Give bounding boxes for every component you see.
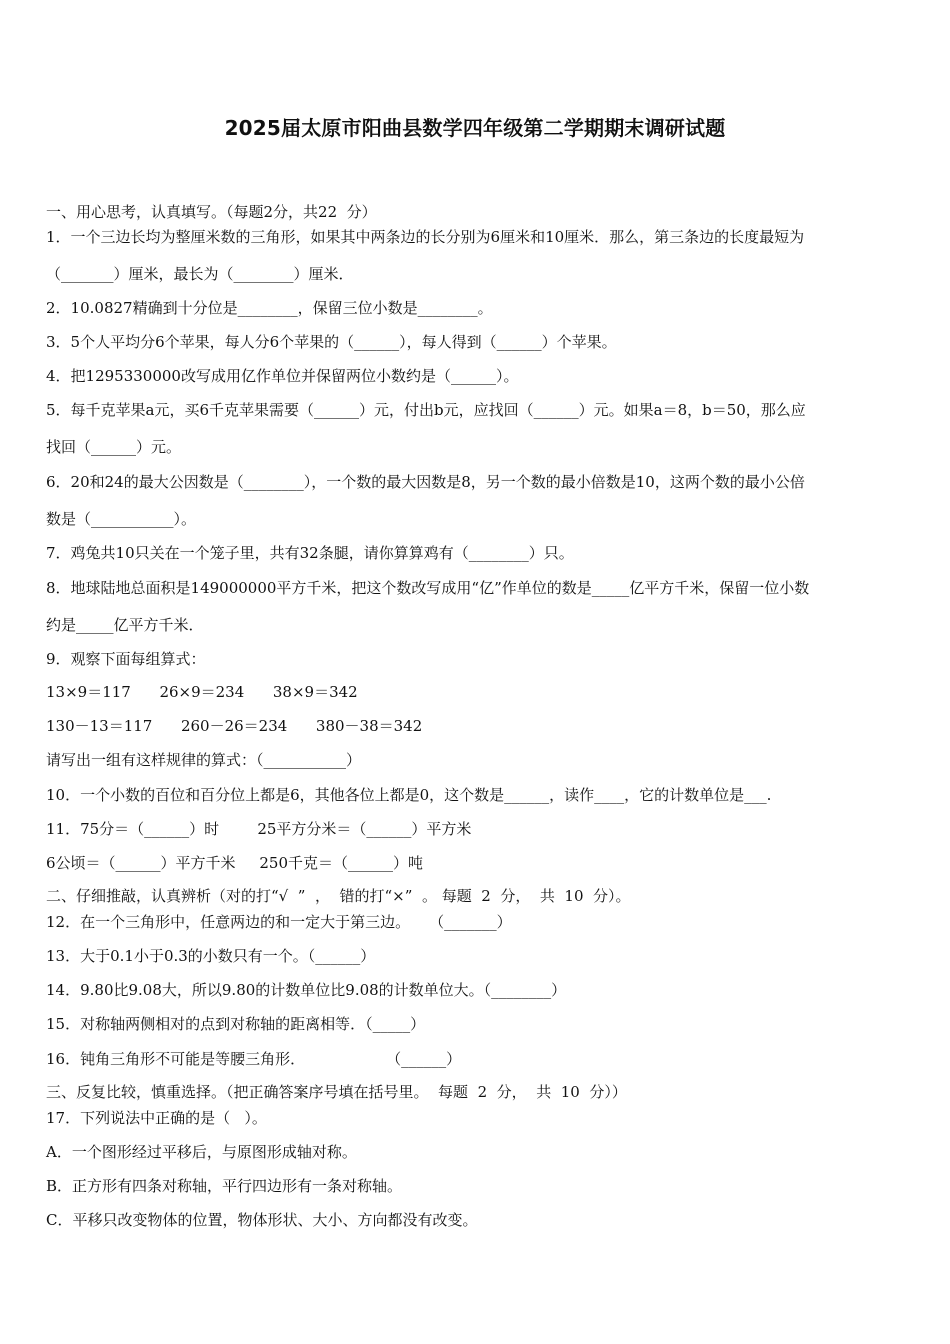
question-line: 16．钝角三角形不可能是等腰三角形． （______） bbox=[46, 1050, 462, 1068]
question-line: 10．一个小数的百位和百分位上都是6，其他各位上都是0，这个数是______，读作____，它的计数单位是___. bbox=[46, 786, 772, 804]
question-line: 7．鸡兔共10只关在一个笼子里，共有32条腿，请你算算鸡有（________）只。 bbox=[46, 544, 574, 562]
question-line: 数是（___________）。 bbox=[46, 510, 197, 528]
question-line: 13．大于0.1小于0.3的小数只有一个。（______） bbox=[46, 947, 376, 965]
question-line: 5．每千克苹果a元，买6千克苹果需要（______）元，付出b元，应找回（______）元。如果a＝8，b＝50，那么应 bbox=[46, 401, 806, 419]
option-b: B．正方形有四条对称轴，平行四边形有一条对称轴。 bbox=[46, 1177, 403, 1195]
question-line: 6．20和24的最大公因数是（________），一个数的最大因数是8，另一个数的最小倍数是10，这两个数的最小公倍 bbox=[46, 473, 805, 491]
question-line: 14．9.80比9.08大，所以9.80的计数单位比9.08的计数单位大。（________） bbox=[46, 981, 567, 999]
question-line: 4．把1295330000改写成用亿作单位并保留两位小数约是（______）。 bbox=[46, 367, 519, 385]
question-line: 约是_____亿平方千米． bbox=[46, 616, 204, 634]
question-line: 请写出一组有这样规律的算式：（___________） bbox=[46, 751, 362, 769]
question-line: 8．地球陆地总面积是149000000平方千米，把这个数改写成用“亿”作单位的数是_____亿平方千米，保留一位小数 bbox=[46, 579, 810, 597]
question-line: 15．对称轴两侧相对的点到对称轴的距离相等．（_____） bbox=[46, 1015, 426, 1033]
question-line: 找回（______）元。 bbox=[46, 438, 182, 456]
section-heading: 三、反复比较，慎重选择。（把正确答案序号填在括号里。 每题 2 分， 共 10 分）） bbox=[46, 1083, 627, 1101]
question-line: （_______）厘米，最长为（________）厘米． bbox=[46, 265, 354, 283]
section-heading: 一、用心思考，认真填写。（每题2分，共22 分） bbox=[46, 203, 377, 221]
question-line: 2．10.0827精确到十分位是________，保留三位小数是________。 bbox=[46, 299, 493, 317]
question-line: 6公顷＝（______）平方千米 250千克＝（______）吨 bbox=[46, 854, 424, 872]
option-a: A．一个图形经过平移后，与原图形成轴对称。 bbox=[46, 1143, 357, 1161]
question-line: 12．在一个三角形中，任意两边的和一定大于第三边。 （_______） bbox=[46, 913, 512, 931]
question-line: 1．一个三边长均为整厘米数的三角形，如果其中两条边的长分别为6厘米和10厘米．那么，第三条边的长度最短为 bbox=[46, 228, 805, 246]
question-line: 11．75分＝（______）时 25平方分米＝（______）平方米 bbox=[46, 820, 472, 838]
question-line: 17．下列说法中正确的是（ ）。 bbox=[46, 1109, 267, 1127]
equation-line: 130－13＝117 260－26＝234 380－38＝342 bbox=[46, 717, 423, 735]
page-title: 2025届太原市阳曲县数学四年级第二学期期末调研试题 bbox=[224, 116, 726, 140]
equation-line: 13×9＝117 26×9＝234 38×9＝342 bbox=[46, 683, 358, 701]
section-heading: 二、仔细推敲，认真辨析（对的打“√ ” ， 错的打“×” 。 每题 2 分， 共 10 分）。 bbox=[46, 887, 631, 905]
question-line: 3．5个人平均分6个苹果，每人分6个苹果的（______），每人得到（______）个苹果。 bbox=[46, 333, 617, 351]
option-c: C．平移只改变物体的位置，物体形状、大小、方向都没有改变。 bbox=[46, 1211, 478, 1229]
question-line: 9．观察下面每组算式： bbox=[46, 650, 206, 668]
